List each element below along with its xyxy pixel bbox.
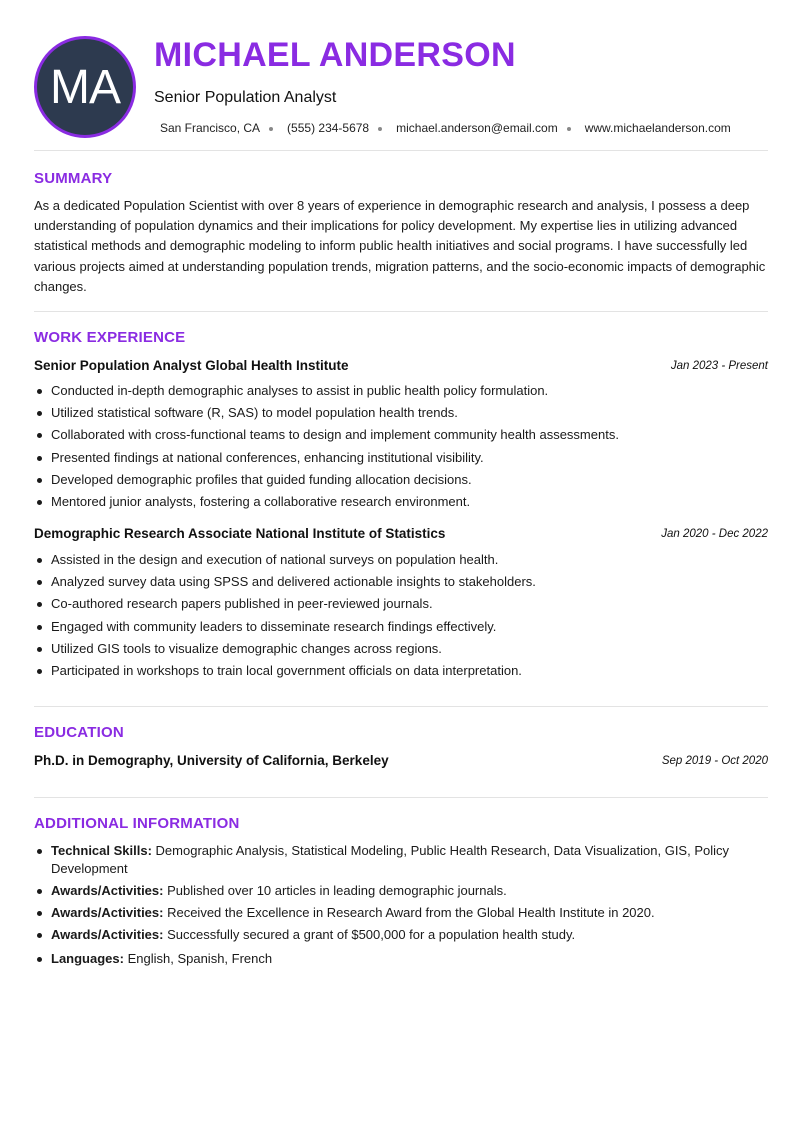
candidate-name: MICHAEL ANDERSON [154, 36, 516, 74]
section-divider [34, 797, 768, 798]
list-item: Presented findings at national conferences, enhancing institutional visibility. [34, 447, 768, 469]
info-text: Published over 10 articles in leading demographic journals. [163, 883, 507, 898]
list-item: Engaged with community leaders to disseminate research findings effectively. [34, 616, 768, 638]
contact-line [160, 121, 731, 135]
job-bullets [34, 549, 768, 682]
job-dates: Jan 2020 - Dec 2022 [661, 528, 768, 540]
list-item [34, 882, 768, 900]
summary-heading: SUMMARY [34, 170, 113, 187]
info-text: Received the Excellence in Research Award from the Global Health Institute in 2020. [163, 905, 655, 920]
additional-info-list [34, 842, 768, 972]
list-item [34, 950, 768, 968]
avatar-initials: MA [50, 60, 120, 114]
contact-phone: (555) 234-5678 [287, 121, 370, 135]
languages-text: English, Spanish, French [123, 951, 273, 966]
list-item: Conducted in-depth demographic analyses to assist in public health policy formulation. [34, 380, 768, 402]
info-label: Awards/Activities: [51, 883, 164, 898]
education-heading: EDUCATION [34, 724, 124, 741]
candidate-title: Senior Population Analyst [154, 89, 337, 106]
separator-dot-icon [567, 127, 571, 131]
experience-heading: WORK EXPERIENCE [34, 329, 186, 346]
info-text: Successfully secured a grant of $500,000 for a population health study. [163, 927, 576, 942]
list-item: Utilized GIS tools to visualize demographic changes across regions. [34, 638, 768, 660]
list-item: Mentored junior analysts, fostering a collaborative research environment. [34, 491, 768, 513]
list-item: Collaborated with cross-functional teams to design and implement community health assessments. [34, 424, 768, 446]
education-entry [34, 753, 768, 771]
info-label: Awards/Activities: [51, 927, 164, 942]
additional-heading: ADDITIONAL INFORMATION [34, 815, 240, 832]
section-divider [34, 311, 768, 312]
section-divider [34, 706, 768, 707]
list-item [34, 904, 768, 922]
separator-dot-icon [378, 127, 382, 131]
contact-location: San Francisco, CA [160, 121, 261, 135]
education-dates: Sep 2019 - Oct 2020 [661, 755, 768, 767]
separator-dot-icon [269, 127, 273, 131]
summary-text: As a dedicated Population Scientist with over 8 years of experience in demographic research and analysis, I possess a deep understanding of population dynamics and their implications for policy development. My expertise lies in utilizing advanced statistical methods and demographic modeling to inform public health initiatives and social programs. I have successfully led various projects aimed at understanding population trends, migration patterns, and the socio-economic impacts of demographic changes. [34, 198, 766, 294]
education-degree: Ph.D. in Demography, University of California, Berkeley [34, 753, 389, 768]
list-item: Assisted in the design and execution of national surveys on population health. [34, 549, 768, 571]
list-item [34, 926, 768, 944]
list-item: Developed demographic profiles that guided funding allocation decisions. [34, 469, 768, 491]
job-bullets [34, 380, 768, 513]
contact-email[interactable]: michael.anderson@email.com [396, 121, 558, 135]
job-header [34, 526, 768, 544]
list-item [34, 842, 768, 878]
section-divider [34, 150, 768, 151]
job-dates: Jan 2023 - Present [670, 360, 768, 372]
contact-website[interactable]: www.michaelanderson.com [584, 121, 731, 135]
languages-label: Languages: [51, 951, 124, 966]
avatar [34, 36, 136, 138]
info-text: Demographic Analysis, Statistical Modeling, Public Health Research, Data Visualization, GIS, Policy Development [51, 843, 730, 876]
list-item: Co-authored research papers published in peer-reviewed journals. [34, 593, 768, 615]
job-role: Demographic Research Associate National Institute of Statistics [34, 526, 446, 541]
resume-header [34, 34, 768, 138]
list-item: Participated in workshops to train local government officials on data interpretation. [34, 660, 768, 682]
list-item: Utilized statistical software (R, SAS) to model population health trends. [34, 402, 768, 424]
job-header [34, 358, 768, 376]
job-role: Senior Population Analyst Global Health Institute [34, 358, 349, 373]
list-item: Analyzed survey data using SPSS and delivered actionable insights to stakeholders. [34, 571, 768, 593]
info-label: Technical Skills: [51, 843, 152, 858]
info-label: Awards/Activities: [51, 905, 164, 920]
